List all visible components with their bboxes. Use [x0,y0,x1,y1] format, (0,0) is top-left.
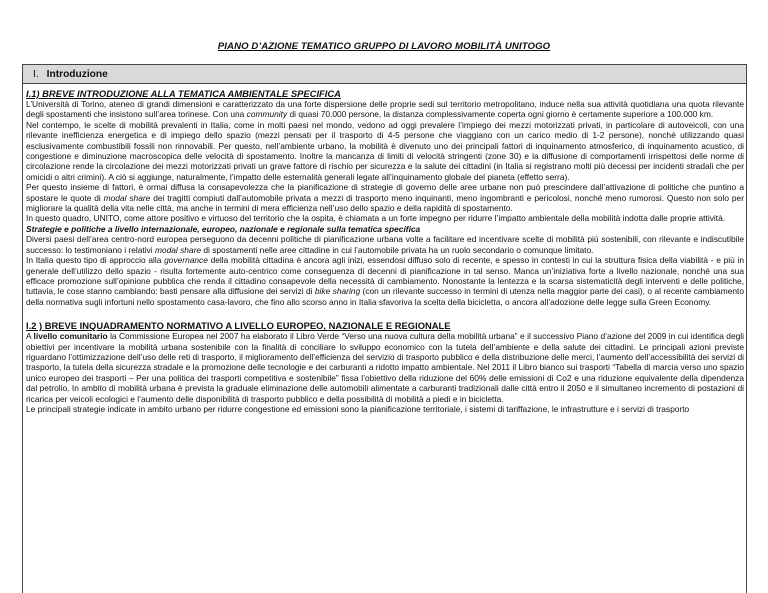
paragraph: L’Università di Torino, ateneo di grandi dimensioni e caratterizzato da una forte dispersione delle proprie sedi sul territorio metropolitano, induce nella sua attività quotidiana una quota rilevante degli spostamenti che insistono sull’area torinese. Con una community di quasi 70.000 persone, la distanza complessivamente coperta ogni giorno è certamente superiore a 100.000 km. [26,99,744,120]
paragraph: Le principali strategie indicate in ambito urbano per ridurre congestione ed emissioni sono la pianificazione territoriale, i sistemi di tariffazione, le infrastrutture e i servizi di trasporto [26,403,690,414]
subsection-2-title: I.2 ) BREVE INQUADRAMENTO NORMATIVO A LIVELLO EUROPEO, NAZIONALE E REGIONALE [26,320,451,332]
paragraph: A livello comunitario la Commissione Europea nel 2007 ha elaborato il Libro Verde “Verso una nuova cultura della mobilità urbana” e il successivo Piano d’azione del 2009 in cui identifica degli obiettivi per incentivare la mobilità urbana sostenibile con la finalità di conciliare lo sviluppo economico con la tutela dell’ambiente e della salute dei cittadini. Le principali azioni previste riguardano l’ottimizzazione dell’uso delle reti di trasporto, il miglioramento dell’efficienza del servizio di trasporto pubblico e della distribuzione delle merci, l’aumento dell’accessibilità dei servizi di trasporto, la tutela della sicurezza stradale e la promozione delle tecnologie e dei carburanti a ridotto impatto ambientale. Nel 2011 il Libro bianco sui trasporti “Tabella di marcia verso uno spazio unico europeo dei trasporti – Per una politica dei trasporti competitiva e sostenibile” fissa l’obiettivo della riduzione del 60% delle emissioni di Co2 e una riduzione equivalente della dipendenza dal petrolio. In ambito di mobilità urbana è prevista la graduale eliminazione delle automobili alimentate a carburanti tradizionali dalle città entro il 2050 e il simultaneo incremento di postazioni di ricarica per veicoli ecologici e l’aumento delle disponibilità di trasporto pubblico e della possibilità di mobilità a piedi e in bicicletta. [26,331,744,404]
strategies-subheading: Strategie e politiche a livello internazionale, europeo, nazionale e regionale sulla tematica specifica [26,223,421,234]
section-number: I. [33,69,39,80]
section-header [23,65,746,84]
paragraph: Diversi paesi dell’area centro-nord europea perseguono da decenni politiche di pianificazione urbana volte a facilitare ed incentivare scelte di mobilità più sostenibili, con rilevante e indiscutibile successo: lo testimoniano i relativi modal share di spostamenti nelle aree cittadine in cui l’automobile privata ha un ruolo secondario o comunque limitato. [26,234,744,255]
document-body [22,64,747,593]
paragraph: Per questo insieme di fattori, è ormai diffusa la consapevolezza che la pianificazione di strategie di governo delle aree urbane non può prescindere dall’attivazione di politiche che puntino a spostare le quote di modal share dei tragitti compiuti dall’automobile privata a mezzi di trasporto meno inquinanti, meno ingombranti e pericolosi, nonché meno rumorosi. Questo non solo per migliorare la qualità della vita nelle città, ma anche in termini di mera efficienza nell’uso dello spazio e della rapidità di spostamento. [26,182,744,214]
document-title: PIANO D’AZIONE TEMATICO GRUPPO DI LAVORO MOBILITÀ UNITOGO [217,41,551,52]
section-title: Introduzione [46,69,108,80]
paragraph: In questo quadro, UNITO, come attore positivo e virtuoso del territorio che la ospita, è chiamata a un forte impegno per ridurre l’impatto ambientale della mobilità indotta dalle proprie attività. [26,213,726,224]
section-content [23,88,746,414]
subsection-1-title: I.1) BREVE INTRODUZIONE ALLA TEMATICA AMBIENTALE SPECIFICA [26,88,341,99]
paragraph: In Italia questo tipo di approccio alla governance della mobilità cittadina è ancora agli inizi, essendosi diffuso solo di recente, e spesso in contesti in cui la struttura fisica della viabilità - e più in generale dell’utilizzo dello spazio - risulta fortemente auto-centrico come conseguenza di decenni di pianificazione in tal senso. Manca un’iniziativa forte a livello nazionale, nonché una sua efficace promozione sull’opinione pubblica che renda il cittadino consapevole della necessità di cambiamento. Nonostante la lentezza e la scarsa sistematicità degli interventi e delle politiche, tuttavia, le cose stanno cambiando: basti pensare alla diffusione dei servizi di bike sharing (con un rilevante successo in termini di utenza nella maggior parte dei casi), o al recente cambiamento della normativa sugli infortuni nello spostamento casa-lavoro, che fino allo scorso anno in Italia sfavoriva la scelta della bicicletta, o ancora all’adozione delle legge sulla Green Economy. [26,255,744,307]
paragraph: Nel contempo, le scelte di mobilità prevalenti in Italia, come in molti paesi nel mondo, vedono ad oggi prevalere l’impiego dei mezzi motorizzati privati, in particolare di autoveicoli, con una rilevante inefficienza energetica e di impiego dello spazio (mezzi pensati per il trasporto di 4-5 persone che viaggiano con un carico medio di 1-2 persone), nonché utilizzando quasi esclusivamente combustibili fossili non rinnovabili. Per questo, nell’ambiente urbano, la mobilità è divenuto uno dei principali fattori di inquinamento atmosferico, di inquinamento acustico, di congestione e diminuzione macroscopica delle velocità di spostamento. Inoltre la mancanza di limiti di velocità stringenti (zone 30) e la diffusione di comportamenti irrispettosi delle norme di circolazione rende la circolazione dei mezzi motorizzati privati un grave fattore di rischio per sicurezza e la salute dei cittadini (in Italia si registrano molti più decessi per incidenti stradali che per omicidi o altri crimini). A ciò si aggiunge, naturalmente, l’impatto delle esternalità generali legate all’inquinamento globale del pianeta (effetto serra). [26,119,744,182]
